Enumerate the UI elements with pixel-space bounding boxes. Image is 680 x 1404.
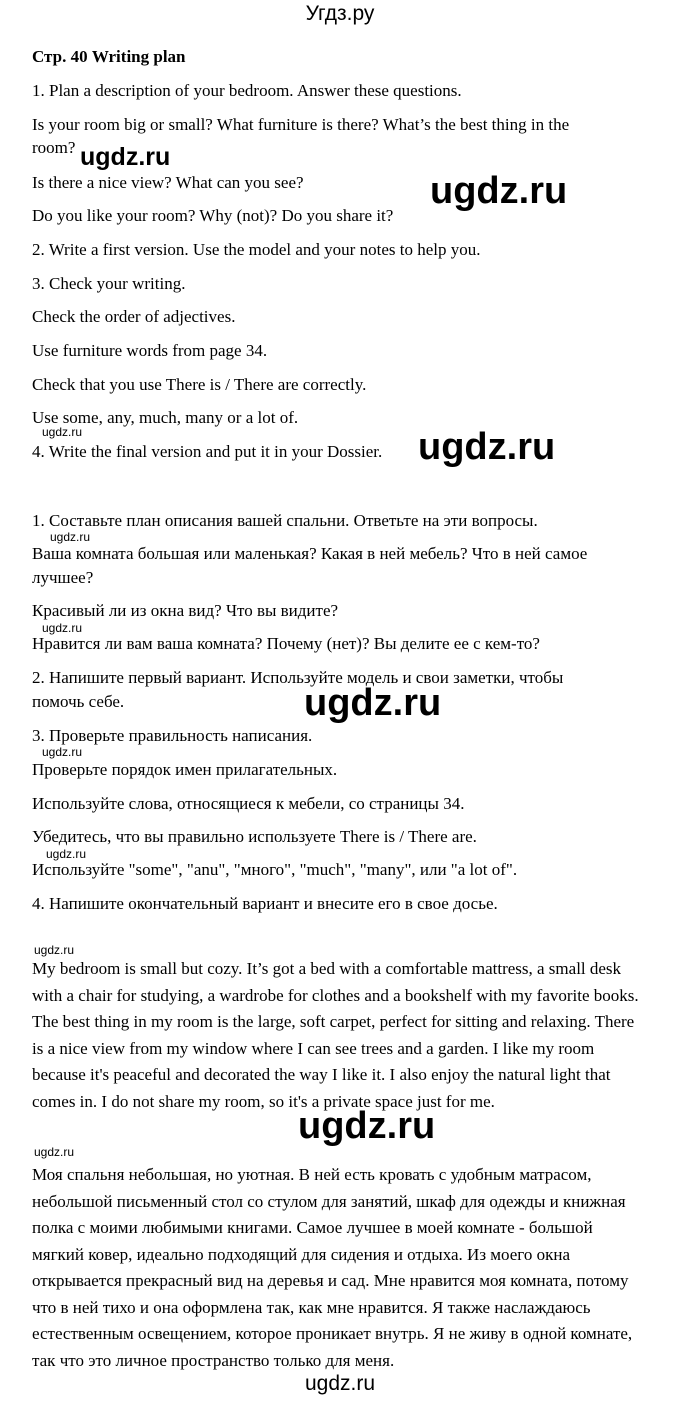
watermark-large: ugdz.ru	[418, 426, 556, 468]
site-header: Угдз.ру	[305, 2, 375, 25]
en-line-4: Is there a nice view? What can you see?	[32, 173, 304, 192]
ru-line-4: Красивый ли из окна вид? Что вы видите?	[32, 601, 339, 620]
en-line-9: Use furniture words from page 34.	[32, 341, 268, 360]
ru-line-11: Убедитесь, что вы правильно используете There is / There are.	[32, 827, 477, 846]
ru-line-5: Нравится ли вам ваша комната? Почему (нет)? Вы делите ее с кем-то?	[32, 634, 540, 653]
watermark-small: ugdz.ru	[42, 745, 83, 759]
watermark-small: ugdz.ru	[42, 621, 83, 635]
ru-line-10: Используйте слова, относящиеся к мебели, со страницы 34.	[32, 794, 465, 813]
en-line-5: Do you like your room? Why (not)? Do you share it?	[32, 206, 394, 225]
en-line-8: Check the order of adjectives.	[32, 307, 236, 326]
site-footer: ugdz.ru	[304, 1372, 376, 1395]
en-line-11: Use some, any, much, many or a lot of.	[32, 408, 299, 427]
ru-line-6: 2. Напишите первый вариант. Используйте модель и свои заметки, чтобы	[32, 668, 564, 687]
ru-line-7: помочь себе.	[32, 692, 125, 711]
watermark-large: ugdz.ru	[304, 682, 442, 724]
watermark-medium: ugdz.ru	[80, 143, 171, 171]
en-line-7: 3. Check your writing.	[32, 274, 186, 293]
answer-english: My bedroom is small but cozy. It’s got a bed with a comfortable mattress, a small desk with a chair for studying, a wardrobe for clothes and a bookshelf with my favorite books. The best thing in my room is the large, soft carpet, perfect for sitting and relaxing. There is a nice view from my window where I can see trees and a garden. I like my room because it's peaceful and decorated the way I like it. I also enjoy the natural light that comes in. I do not share my room, so it's a private space just for me.	[32, 959, 639, 1111]
ru-line-1: 1. Составьте план описания вашей спальни. Ответьте на эти вопросы.	[32, 511, 538, 530]
page-title: Стр. 40 Writing plan	[32, 47, 186, 66]
watermark-small: ugdz.ru	[42, 425, 83, 439]
ru-line-13: 4. Напишите окончательный вариант и внесите его в свое досье.	[32, 894, 498, 913]
ru-line-2: Ваша комната большая или маленькая? Какая в ней мебель? Что в ней самое	[32, 544, 588, 563]
watermark-small: ugdz.ru	[34, 1145, 75, 1159]
en-line-6: 2. Write a first version. Use the model and your notes to help you.	[32, 240, 481, 259]
watermark-large: ugdz.ru	[298, 1105, 436, 1147]
en-line-10: Check that you use There is / There are correctly.	[32, 375, 367, 394]
watermark-small: ugdz.ru	[34, 943, 75, 957]
watermark-small: ugdz.ru	[50, 530, 91, 544]
ru-line-9: Проверьте порядок имен прилагательных.	[32, 760, 338, 779]
en-line-3: room?	[32, 138, 76, 157]
ru-line-12: Используйте "some", "anu", "много", "much", "many", или "a lot of".	[32, 860, 518, 879]
en-line-1: 1. Plan a description of your bedroom. Answer these questions.	[32, 81, 462, 100]
answer-russian: Моя спальня небольшая, но уютная. В ней есть кровать с удобным матрасом, небольшой письменный стол со стулом для занятий, шкаф для одежды и книжная полка с моими любимыми книгами. Самое лучшее в моей комнате - большой мягкий ковер, идеально подходящий для сидения и отдыха. Из моего окна открывается прекрасный вид на деревья и сад. Мне нравится моя комната, потому что в ней тихо и она оформлена так, как мне нравится. Я также наслаждаюсь естественным освещением, которое проникает внутрь. Я не живу в одной комнате, так что это личное пространство только для меня.	[32, 1165, 633, 1370]
watermark-large: ugdz.ru	[430, 170, 568, 212]
ru-line-8: 3. Проверьте правильность написания.	[32, 726, 313, 745]
en-line-12: 4. Write the final version and put it in your Dossier.	[32, 442, 383, 461]
watermark-small: ugdz.ru	[46, 847, 87, 861]
ru-line-3: лучшее?	[32, 568, 94, 587]
en-line-2: Is your room big or small? What furniture is there? What’s the best thing in the	[32, 115, 570, 134]
